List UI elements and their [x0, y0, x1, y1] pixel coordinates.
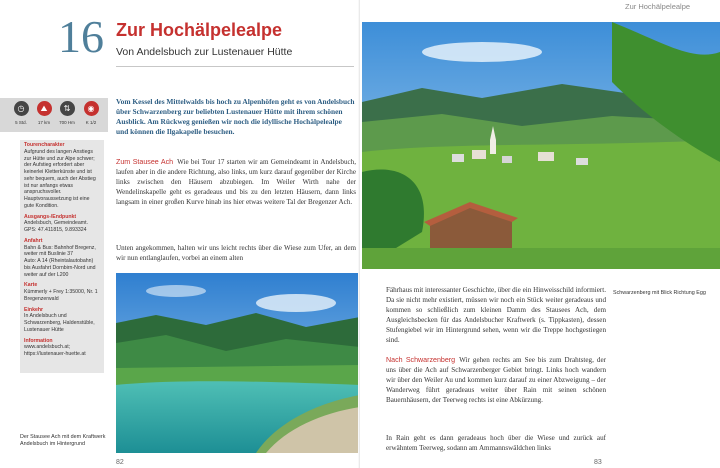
- hiker-icon: ⛰: [37, 101, 52, 116]
- stat-distance-value: 17 km: [37, 120, 51, 125]
- header-divider: [116, 66, 354, 67]
- lake-illustration: [116, 273, 360, 453]
- running-head: Zur Hochälpelealpe: [625, 2, 691, 11]
- info-text-map: Kümmerly + Frey 1:35000, Nr. 1 Bregenzerwald: [24, 289, 98, 302]
- stat-distance: [33, 98, 55, 125]
- village-photo: [362, 22, 720, 269]
- info-text-arrival: Bahn & Bus: Bahnhof Bregenz, weiter mit Buslinie 37 Auto: A 14 (Rheintalautobahn) bis Ausfahrt Dornbirn-Nord und weiter auf der L200: [24, 244, 96, 278]
- tour-stats: [0, 98, 108, 132]
- intro-paragraph: Vom Kessel des Mittelwalds bis hoch zu Alpenhöfen geht es von Andelsbuch über Schwarzenberg zur beliebten Lustenauer Hütte mit ihrem schönen Ausblick. Am Rückweg genießen wir noch die idyllische Hochälpelealpe und können die Ilgakapelle besuchen.: [116, 97, 355, 137]
- difficulty-icon: ◉: [84, 101, 99, 116]
- stat-difficulty-value: K 1/2: [85, 120, 97, 125]
- info-text-information: www.andelsbuch.at; https://lustenauer-huette.at: [24, 344, 86, 357]
- info-heading-map: Karte: [24, 282, 38, 289]
- stat-elevation-value: 700 Hm: [59, 120, 75, 125]
- tour-title: Zur Hochälpelealpe: [116, 20, 283, 40]
- page-number-right: 83: [594, 459, 602, 466]
- section-text-schwarzenberg: Wir gehen rechts am See bis zum Drahtsteg, der uns über die Ach auf Schwarzenberger Gebiet bringt. Links hoch wandern wir über den Weiler Au und kommen kurz darauf zu einer Abzweigung – der Wanderweg führt geradeaus weiter über Rain mit seinen schönen Bauernhäusern, der Teerweg rechts ist eine Abkürzung.: [386, 356, 606, 405]
- village-illustration: [362, 22, 720, 269]
- info-heading-information: Information: [24, 337, 53, 344]
- section-text-stausee: Wie bei Tour 17 starten wir am Gemeindeamt in Andelsbuch, laufen aber in die andere Richtung, also links, um kurz darauf gegenüber der Kirche links zwischen den Häusern abzubiegen. Im Weiler Wirth nahe der Wendelinskapelle geht es geradeaus und bis zu den letzten Häusern, dann links langsam in einer großen Kurve hinab ins hier etwas weitere Tal der Bregenzer Ach.: [116, 158, 356, 207]
- section-heading-schwarzenberg: Nach Schwarzenberg: [386, 356, 456, 364]
- section-heading-stausee: Zum Stausee Ach: [116, 158, 174, 166]
- info-text-character: Aufgrund des langen Anstiegs zur Hütte und zur Alpe schwer; der Aufstieg erfordert aber keinerlei Kletterkünste und ist sehr bequem, auch der Abstieg ist nur anfangs etwas anspruchsvoller. Hauptvoraussetzung ist eine gute Kondition.: [24, 148, 96, 209]
- info-heading-character: Tourencharakter: [24, 142, 65, 148]
- stat-duration: [10, 98, 32, 125]
- clock-icon: ◷: [14, 101, 29, 116]
- tour-subtitle: Von Andelsbuch zur Lustenauer Hütte: [116, 46, 293, 58]
- stat-difficulty: [80, 98, 102, 125]
- paragraph-faehrhaus: Fährhaus mit interessanter Geschichte, über die ein Hinweisschild informiert. Da sie nicht mehr existiert, müssen wir noch ein Stück weiter geradeaus und kommen so schließlich zum kleinen Damm des Stausees Ach, dem Ausgleichsbecken für das Andelsbucher Kraftwerk (s. Tippkasten), dessen Stufengiebel wir im Hintergrund sehen, wenn wir die Treppe hochgestiegen sind.: [386, 286, 606, 345]
- info-sidebar: [20, 140, 104, 373]
- village-caption: Schwarzenberg mit Blick Richtung Egg: [613, 290, 706, 296]
- elevation-icon: ⇅: [60, 101, 75, 116]
- page-number-left: 82: [116, 459, 124, 466]
- right-page: [360, 0, 720, 468]
- info-text-start: Andelsbuch, Gemeindeamt. GPS: 47.411815, 9.893324: [24, 220, 89, 233]
- info-heading-arrival: Anfahrt: [24, 237, 43, 244]
- info-heading-start: Ausgangs-/Endpunkt: [24, 213, 77, 220]
- info-text-food: In Andelsbuch und Schwarzenberg, Haldenstüble, Lustenauer Hütte: [24, 313, 95, 333]
- lake-caption: Der Stausee Ach mit dem Kraftwerk Andelsbuch im Hintergrund: [20, 434, 106, 448]
- lake-photo: [116, 273, 360, 453]
- stat-duration-value: 5 Std.: [15, 120, 27, 125]
- paragraph-rain: In Rain geht es dann geradeaus hoch über die Wiese und zurück auf erwähntem Teerweg, sodann am Ammannswäldchen links: [386, 434, 606, 453]
- tour-number: 16: [58, 11, 104, 62]
- section-schwarzenberg: [386, 355, 606, 405]
- info-heading-food: Einkehr: [24, 306, 44, 313]
- section-stausee: [116, 157, 356, 207]
- stat-elevation: [56, 98, 78, 125]
- paragraph-ufer: Unten angekommen, halten wir uns leicht rechts über die Wiese zum Ufer, an dem wir nun entlanglaufen, vorbei an einem alten: [116, 244, 356, 263]
